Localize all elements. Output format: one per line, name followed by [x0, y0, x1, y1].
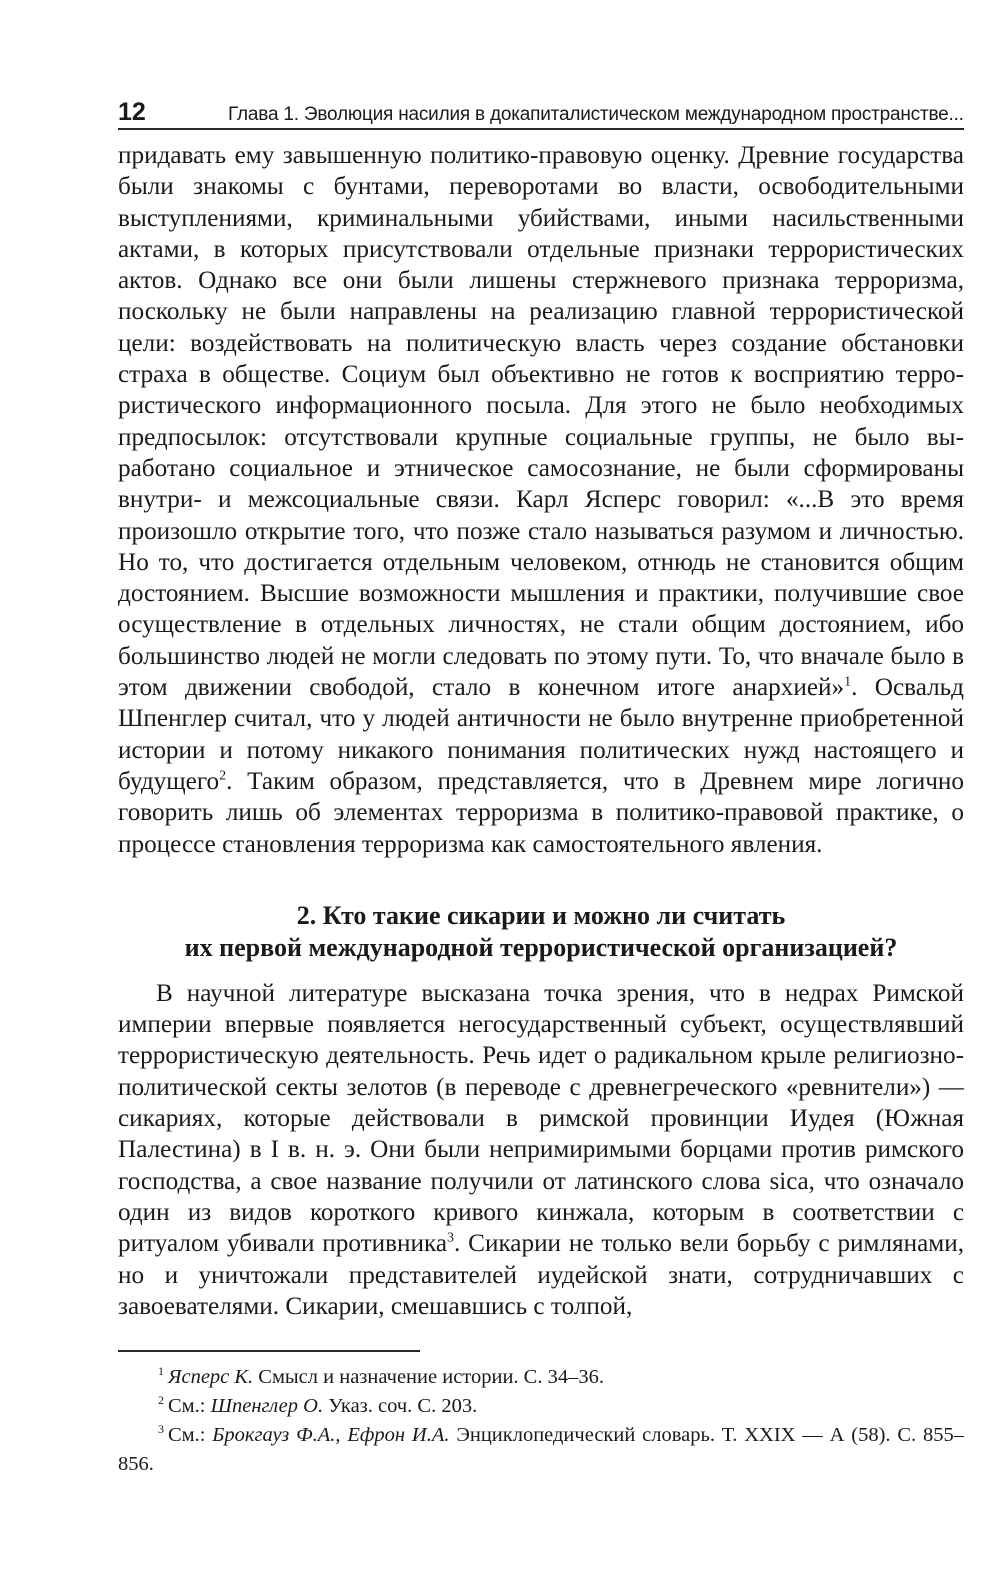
footnote-prefix: См.: [168, 1395, 211, 1418]
footnote-text: Смысл и назначение истории. С. 34–36. [253, 1366, 604, 1389]
footnote-author: Брокгауз Ф.А., Ефрон И.А. [212, 1424, 450, 1447]
page-number: 12 [118, 98, 146, 126]
paragraph-text: . Сикарии не только вели борьбу с римлянами, но и уничтожали представителей иудейской знати, сотрудничавших с завоевателями. Сикарии, смешавшись с толпой, [118, 1230, 964, 1320]
running-header [118, 88, 964, 130]
section-paragraph [118, 978, 964, 1322]
footnote-prefix: См.: [168, 1424, 213, 1447]
book-page [118, 88, 964, 1479]
footnote-reference-1: 1 [844, 674, 852, 690]
body-text [118, 140, 964, 1322]
footnote-marker: 2 [158, 1393, 164, 1408]
section-heading-line: 2. Кто такие сикарии и можно ли считать [296, 900, 786, 930]
footnote-2 [118, 1392, 964, 1421]
paragraph-text: . Таким образом, представляется, что в Древнем мире логично говорить лишь об элементах терроризма в политико-правовой практике, о процессе становления терроризма как самостоятельного явления. [118, 767, 964, 858]
section-heading-line: их первой международной террористической организацией? [184, 932, 898, 962]
footnote-3 [118, 1421, 964, 1479]
continuation-paragraph [118, 140, 964, 860]
footnote-1 [118, 1363, 964, 1392]
paragraph-text: . Освальд Шпенглер считал, что у людей античности не было внутренне приобретенной истории и потому никакого понимания политических нужд настоящего и будущего [118, 674, 964, 795]
footnotes [118, 1363, 964, 1479]
footnote-marker: 1 [158, 1364, 164, 1379]
footnote-text: Указ. соч. С. 203. [323, 1395, 478, 1418]
footnote-reference-2: 2 [219, 768, 227, 784]
paragraph-text: В научной литературе высказана точка зрения, что в недрах Римской империи впервые появляется негосударственный субъект, осуществлявший террористическую деятельность. Речь идет о радикальном крыле религиозно-политической секты зелотов (в переводе с древнегреческого «ревнители») — сикариях, которые действовали в римской провинции Иудея (Южная Палестина) в I в. н. э. Они были непримиримыми борцами против римского господства, а свое название получили от латинского слова sica, что означало один из видов короткого кривого кинжала, которым в соответствии с ритуалом убивали противника [118, 979, 964, 1258]
footnote-text: Энциклопедический словарь. Т. XXIX — А (58). С. 855–856. [118, 1424, 964, 1476]
footnote-divider [118, 1350, 420, 1352]
running-title: Глава 1. Эволюция насилия в докапиталистическом международном пространстве... [228, 104, 964, 125]
footnote-author: Ясперс К. [168, 1366, 254, 1389]
footnote-marker: 3 [158, 1422, 164, 1437]
paragraph-text: придавать ему завышенную политико-правовую оценку. Древние государства были знакомы с бунтами, переворотами во власти, освободительными выступлениями, криминальными убийствами, иными насильственными актами, в которых присутствовали отдельные признаки террористических актов. Однако все они были лишены стержневого признака терроризма, поскольку не были направлены на реализацию главной террористической цели: воздействовать на политическую власть через создание обстановки страха в обществе. Социум был объективно не готов к восприятию террористического информационного посыла. Для этого не было необходимых предпосылок: отсутствовали крупные социальные группы, не было выработано социальное и этническое самосознание, не были сформированы внутри- и межсоциальные связи. Карл Ясперс говорил: «...В это время произошло открытие того, что позже стало называться разумом и личностью. Но то, что достигается отдельным человеком, отнюдь не становится общим достоянием. Высшие возможности мышления и практики, получившие свое осуществление в отдельных личностях, не стали общим достоянием, ибо большинство людей не могли следовать по этому пути. То, что вначале было в этом движении свободой, стало в конечном итоге анархией» [118, 142, 964, 702]
footnote-author: Шпенглер О. [210, 1395, 324, 1418]
section-heading [118, 900, 964, 964]
footnote-reference-3: 3 [447, 1230, 455, 1246]
